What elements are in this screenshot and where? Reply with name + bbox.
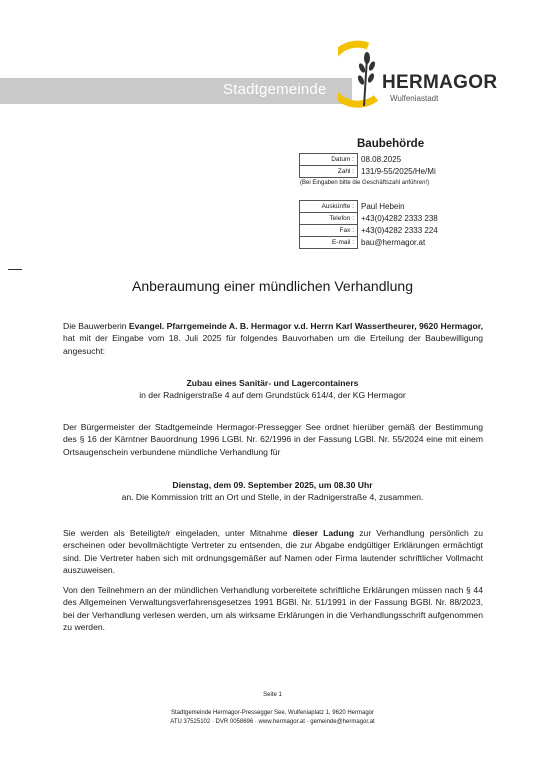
hearing-location: an. Die Kommission tritt an Ort und Stelle, in der Radnigerstraße 4, zusammen.	[121, 492, 424, 502]
paragraph-text: hat mit der Eingabe vom 18. Juli 2025 für folgendes Bauvorhaben um die Erteilung der Baubewilligung angesucht:	[63, 333, 483, 356]
applicant-name: Evangel. Pfarrgemeinde A. B. Hermagor v.d. Herrn Karl Wassertheurer, 9620 Hermagor,	[128, 321, 483, 331]
emphasis-text: dieser Ladung	[292, 528, 355, 538]
contact-row	[300, 237, 492, 249]
paragraph-application	[63, 320, 483, 357]
page-number: Seite 1	[263, 692, 282, 698]
project-title: Zubau eines Sanitär- und Lagercontainers	[186, 378, 359, 388]
reference-row	[300, 154, 492, 166]
reference-row	[300, 166, 492, 178]
footer-contact: ATU 37525102 · DVR 0058696 · www.hermagor.at · gemeinde@hermagor.at	[170, 719, 375, 725]
logo-name: HERMAGOR	[382, 72, 498, 93]
reference-number-label: Zahl :	[300, 166, 358, 178]
contact-row	[300, 201, 492, 213]
phone-value: +43(0)4282 2333 238	[361, 214, 438, 223]
hearing-date: Dienstag, dem 09. September 2025, um 08.30 Uhr	[172, 480, 373, 490]
contact-person-value: Paul Hebein	[361, 202, 405, 211]
date-label: Datum :	[300, 154, 358, 166]
date-value: 08.08.2025	[361, 155, 402, 164]
project-location: in der Radnigerstraße 4 auf dem Grundstück 614/4, der KG Hermagor	[139, 390, 406, 400]
phone-label: Telefon :	[300, 213, 358, 225]
reference-number-value: 131/9-55/2025/He/Mi	[361, 167, 436, 176]
reference-note: (Bei Eingaben bitte die Geschäftszahl anführen!)	[300, 180, 430, 186]
paragraph-text: Die Bauwerberin	[63, 321, 129, 331]
email-value[interactable]: bau@hermagor.at	[361, 238, 426, 247]
paragraph-declarations: Von den Teilnehmern an der mündlichen Verhandlung vorbereitete schriftliche Erklärungen müssen nach § 44 des Allgemeinen Verwaltungsverfahrensgesetzes 1991 BGBl. Nr. 51/1991 in der Fassung BGBl. Nr. 88/2023, bei der Verhandlung verlesen werden, um als wirksame Erklärungen in die Verhandlungsschrift aufgenommen zu werden.	[63, 585, 483, 633]
banner-title: Stadtgemeinde	[223, 81, 327, 98]
header-banner	[0, 78, 352, 104]
email-label: E-mail :	[300, 237, 358, 249]
contact-table	[299, 200, 492, 249]
paragraph-text: Sie werden als Beteiligte/r eingeladen, unter Mitnahme	[63, 528, 293, 538]
fold-mark	[8, 269, 22, 270]
logo-subtitle: Wulfeniastadt	[390, 94, 439, 103]
fax-value: +43(0)4282 2333 224	[361, 226, 438, 235]
document-title: Anberaumung einer mündlichen Verhandlung	[132, 278, 413, 294]
authority-heading: Baubehörde	[357, 138, 425, 150]
contact-row	[300, 225, 492, 237]
paragraph-invitation	[63, 527, 483, 577]
footer-address: Stadtgemeinde Hermagor-Pressegger See, Wulfeniaplatz 1, 9620 Hermagor	[171, 710, 374, 716]
paragraph-text: zur Verhandlung persönlich zu erscheinen oder bevollmächtigte Vertreter zu entsenden, die zur Abgabe endgültiger Erklärungen ermächtigt sind. Die Vertreter haben sich mit ordnungsgemäßer auf Namen oder Firma lautender schriftlicher Vollmacht auszuweisen.	[63, 528, 484, 576]
contact-row	[300, 213, 492, 225]
contact-person-label: Auskünfte :	[300, 201, 358, 213]
paragraph-order: Der Bürgermeister der Stadtgemeinde Hermagor-Pressegger See ordnet hierüber gemäß der Bestimmung des § 16 der Kärntner Bauordnung 1996 LGBl. Nr. 62/1996 in der Fassung LGBl. Nr. 55/2024 eine mit einem Ortsaugenschein verbundene mündliche Verhandlung für	[63, 422, 483, 457]
reference-table	[299, 153, 492, 178]
fax-label: Fax :	[300, 225, 358, 237]
